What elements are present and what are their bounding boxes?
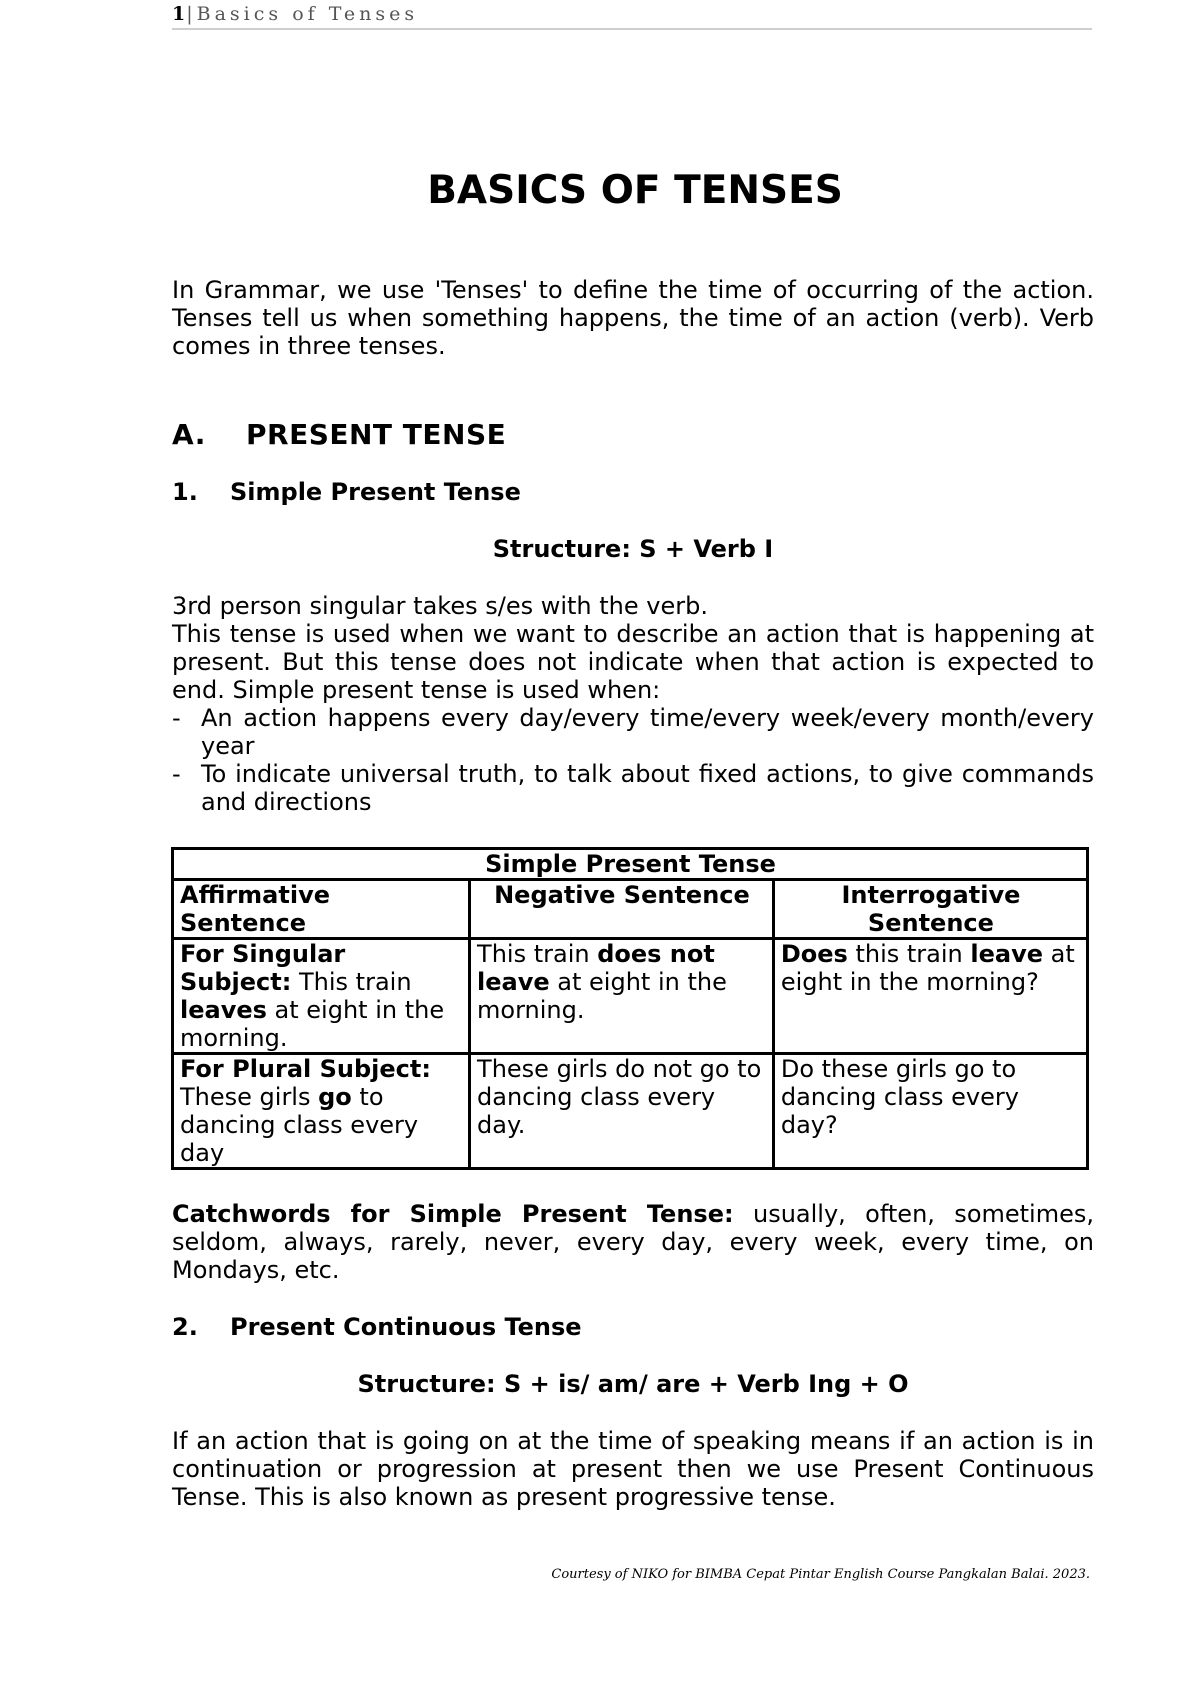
bullet-dash: - [172, 760, 181, 788]
affirmative-cell: For Singular Subject: This train leaves at eight in the morning. [173, 939, 470, 1054]
subsection-title: Simple Present Tense [230, 478, 521, 506]
table-caption-row [173, 849, 1088, 880]
column-header-affirmative: Affirmative Sentence [173, 880, 470, 939]
list-item: - To indicate universal truth, to talk about fixed actions, to give commands and directions [172, 760, 1094, 816]
present-continuous-heading [172, 1313, 582, 1341]
bullet-dash: - [172, 704, 181, 732]
third-person-note: 3rd person singular takes s/es with the verb. [172, 592, 708, 620]
simple-present-heading [172, 478, 521, 506]
header-title: Basics of Tenses [196, 3, 419, 25]
interrogative-cell: Does this train leave at eight in the morning? [773, 939, 1087, 1054]
page-number: 1 [172, 3, 187, 25]
simple-present-body [172, 592, 1094, 816]
table-row [173, 1054, 1088, 1169]
catchwords-text: usually, often, sometimes, seldom, always, rarely, never, every day, every week, every time, on Mondays, etc. [172, 1200, 1094, 1284]
table-caption: Simple Present Tense [173, 849, 1088, 880]
section-a-heading [172, 418, 506, 451]
usage-paragraph: This tense is used when we want to describe an action that is happening at present. But this tense does not indicate when that action is expected to end. Simple present tense is used when: [172, 620, 1094, 704]
present-continuous-paragraph: If an action that is going on at the time of speaking means if an action is in continuation or progression at present then we use Present Continuous Tense. This is also known as present progressive tense. [172, 1427, 1094, 1511]
list-item: - An action happens every day/every time/every week/every month/every year [172, 704, 1094, 760]
header-separator: | [186, 3, 197, 25]
interrogative-cell: Do these girls go to dancing class every day? [773, 1054, 1087, 1169]
subsection-number: 2. [172, 1313, 198, 1341]
intro-paragraph: In Grammar, we use 'Tenses' to define the time of occurring of the action. Tenses tell us when something happens, the time of an action (verb). Verb comes in three tenses. [172, 276, 1094, 360]
affirmative-cell: For Plural Subject: These girls go to dancing class every day [173, 1054, 470, 1169]
page-footer: Courtesy of NIKO for BIMBA Cepat Pintar English Course Pangkalan Balai. 2023. [551, 1567, 1090, 1582]
present-continuous-structure: Structure: S + is/ am/ are + Verb Ing + O [357, 1370, 909, 1398]
column-header-negative: Negative Sentence [470, 880, 774, 939]
negative-cell: This train does not leave at eight in the morning. [470, 939, 774, 1054]
table-header-row [173, 880, 1088, 939]
section-title: PRESENT TENSE [246, 418, 507, 451]
catchwords-label: Catchwords for Simple Present Tense: [172, 1200, 734, 1228]
column-header-interrogative: Interrogative Sentence [773, 880, 1087, 939]
usage-list [172, 704, 1094, 816]
subsection-number: 1. [172, 478, 198, 506]
subsection-title: Present Continuous Tense [230, 1313, 582, 1341]
simple-present-structure: Structure: S + Verb I [492, 535, 774, 563]
section-letter: A. [172, 418, 206, 451]
page-title: BASICS OF TENSES [427, 168, 843, 213]
page-header [172, 0, 1092, 30]
negative-cell: These girls do not go to dancing class every day. [470, 1054, 774, 1169]
simple-present-table [171, 847, 1089, 1170]
table-row [173, 939, 1088, 1054]
catchwords-paragraph [172, 1200, 1094, 1284]
